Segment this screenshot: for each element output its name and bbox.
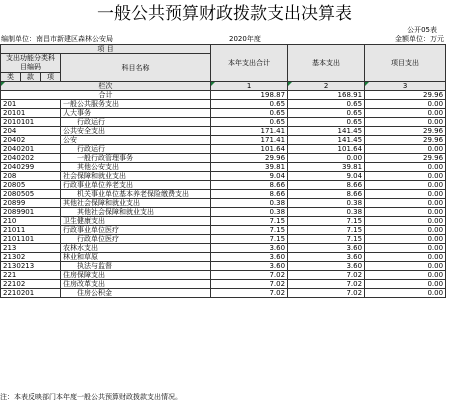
cell-name: 其他社会保障和就业支出 (61, 208, 211, 217)
cell-project: 0.00 (365, 190, 446, 199)
table-row (1, 154, 446, 163)
cell-basic: 7.15 (288, 235, 365, 244)
cell-project: 0.00 (365, 163, 446, 172)
cell-project: 0.00 (365, 181, 446, 190)
cell-basic: 7.15 (288, 226, 365, 235)
cell-basic: 0.38 (288, 199, 365, 208)
total-sum: 198.87 (211, 91, 288, 100)
cell-total: 171.41 (211, 127, 288, 136)
cell-name: 住房改革支出 (61, 280, 211, 289)
cell-code: 2210201 (1, 289, 61, 298)
cell-basic: 7.02 (288, 280, 365, 289)
header-item: 项 目 (1, 45, 211, 54)
table-row (1, 172, 446, 181)
cell-name: 机关事业单位基本养老保险缴费支出 (61, 190, 211, 199)
cell-name: 行政事业单位医疗 (61, 226, 211, 235)
header-row-index-label: 栏次 (1, 82, 211, 91)
cell-name: 公安 (61, 136, 211, 145)
cell-total: 29.96 (211, 154, 288, 163)
cell-name: 住房保障支出 (61, 271, 211, 280)
cell-code: 204 (1, 127, 61, 136)
header-entry: 项 (41, 73, 61, 82)
cell-code: 21302 (1, 253, 61, 262)
table-row (1, 181, 446, 190)
cell-basic: 39.81 (288, 163, 365, 172)
total-basic: 168.91 (288, 91, 365, 100)
table-row (1, 226, 446, 235)
table-row (1, 262, 446, 271)
compiling-unit: 编制单位：南昌市新建区森林公安局 (1, 35, 113, 43)
cell-project: 0.00 (365, 289, 446, 298)
cell-project: 0.00 (365, 199, 446, 208)
cell-basic: 7.02 (288, 289, 365, 298)
cell-name: 农林水支出 (61, 244, 211, 253)
cell-code: 2089901 (1, 208, 61, 217)
table-row (1, 289, 446, 298)
cell-basic: 3.60 (288, 253, 365, 262)
cell-name: 行政单位医疗 (61, 235, 211, 244)
cell-name: 公共安全支出 (61, 127, 211, 136)
cell-basic: 7.02 (288, 271, 365, 280)
cell-name: 社会保障和就业支出 (61, 172, 211, 181)
header-row-index (1, 82, 446, 91)
amount-unit: 金额单位：万元 (395, 35, 444, 43)
cell-total: 0.65 (211, 100, 288, 109)
cell-project: 29.96 (365, 127, 446, 136)
cell-total: 171.41 (211, 136, 288, 145)
form-number: 公开05表 (407, 26, 437, 34)
cell-project: 0.00 (365, 208, 446, 217)
header-kind: 类 (1, 73, 21, 82)
cell-project: 0.00 (365, 244, 446, 253)
table-note: 注：本表反映部门本年度一般公共预算财政拨款支出情况。 (0, 393, 182, 401)
cell-total: 7.02 (211, 280, 288, 289)
table-row (1, 136, 446, 145)
cell-code: 20101 (1, 109, 61, 118)
total-project: 29.96 (365, 91, 446, 100)
cell-total: 3.60 (211, 253, 288, 262)
table-row (1, 127, 446, 136)
cell-total: 8.66 (211, 181, 288, 190)
cell-code: 208 (1, 172, 61, 181)
cell-code: 2080505 (1, 190, 61, 199)
cell-code: 2130213 (1, 262, 61, 271)
cell-project: 0.00 (365, 109, 446, 118)
cell-name: 卫生健康支出 (61, 217, 211, 226)
cell-name: 住房公积金 (61, 289, 211, 298)
table-row (1, 208, 446, 217)
table-row (1, 163, 446, 172)
cell-basic: 0.65 (288, 100, 365, 109)
cell-total: 9.04 (211, 172, 288, 181)
cell-code: 2010101 (1, 118, 61, 127)
cell-code: 22102 (1, 280, 61, 289)
cell-project: 29.96 (365, 136, 446, 145)
header-code: 支出功能分类科目编码 (1, 54, 61, 73)
cell-total: 3.60 (211, 262, 288, 271)
cell-project: 0.00 (365, 262, 446, 271)
cell-basic: 141.45 (288, 127, 365, 136)
header-section: 款 (21, 73, 41, 82)
table-row (1, 100, 446, 109)
cell-project: 29.96 (365, 154, 446, 163)
header-name: 科目名称 (61, 54, 211, 82)
header-index-1: 1 (211, 82, 288, 91)
report-title: 一般公共预算财政拨款支出决算表 (97, 4, 352, 24)
cell-basic: 0.00 (288, 154, 365, 163)
table-row (1, 145, 446, 154)
table-row (1, 217, 446, 226)
cell-total: 3.60 (211, 244, 288, 253)
cell-basic: 3.60 (288, 262, 365, 271)
cell-project: 0.00 (365, 100, 446, 109)
cell-project: 0.00 (365, 226, 446, 235)
table-row (1, 253, 446, 262)
cell-code: 2040201 (1, 145, 61, 154)
table-row (1, 190, 446, 199)
cell-code: 2040299 (1, 163, 61, 172)
table-row (1, 118, 446, 127)
cell-name: 行政运行 (61, 118, 211, 127)
cell-total: 7.02 (211, 289, 288, 298)
cell-name: 执法与监督 (61, 262, 211, 271)
cell-name: 其他公安支出 (61, 163, 211, 172)
report-year: 2020年度 (229, 35, 261, 43)
cell-project: 0.00 (365, 118, 446, 127)
total-row (1, 91, 446, 100)
header-col-project: 项目支出 (365, 45, 446, 82)
cell-code: 213 (1, 244, 61, 253)
cell-basic: 0.65 (288, 118, 365, 127)
header-row-1 (1, 45, 446, 54)
cell-name: 其他社会保障和就业支出 (61, 199, 211, 208)
table-row (1, 271, 446, 280)
cell-name: 行政运行 (61, 145, 211, 154)
cell-total: 0.38 (211, 208, 288, 217)
cell-total: 8.66 (211, 190, 288, 199)
table-row (1, 280, 446, 289)
cell-total: 7.15 (211, 217, 288, 226)
cell-project: 0.00 (365, 172, 446, 181)
cell-project: 0.00 (365, 253, 446, 262)
cell-total: 7.15 (211, 226, 288, 235)
cell-code: 20402 (1, 136, 61, 145)
cell-total: 0.65 (211, 109, 288, 118)
cell-name: 人大事务 (61, 109, 211, 118)
cell-basic: 0.65 (288, 109, 365, 118)
cell-name: 林业和草原 (61, 253, 211, 262)
cell-project: 0.00 (365, 271, 446, 280)
cell-total: 101.64 (211, 145, 288, 154)
cell-basic: 8.66 (288, 181, 365, 190)
cell-name: 行政事业单位养老支出 (61, 181, 211, 190)
cell-code: 201 (1, 100, 61, 109)
cell-code: 20899 (1, 199, 61, 208)
cell-project: 0.00 (365, 145, 446, 154)
cell-total: 7.02 (211, 271, 288, 280)
header-index-3: 3 (365, 82, 446, 91)
cell-code: 2101101 (1, 235, 61, 244)
table-row (1, 199, 446, 208)
cell-total: 0.38 (211, 199, 288, 208)
cell-basic: 141.45 (288, 136, 365, 145)
cell-project: 0.00 (365, 235, 446, 244)
table-row (1, 244, 446, 253)
cell-basic: 101.64 (288, 145, 365, 154)
cell-code: 210 (1, 217, 61, 226)
cell-basic: 8.66 (288, 190, 365, 199)
cell-code: 20805 (1, 181, 61, 190)
cell-basic: 7.15 (288, 217, 365, 226)
table-row (1, 109, 446, 118)
cell-code: 21011 (1, 226, 61, 235)
header-index-2: 2 (288, 82, 365, 91)
header-col-total: 本年支出合计 (211, 45, 288, 82)
cell-basic: 3.60 (288, 244, 365, 253)
cell-basic: 0.38 (288, 208, 365, 217)
total-label: 合计 (1, 91, 211, 100)
header-col-basic: 基本支出 (288, 45, 365, 82)
cell-total: 7.15 (211, 235, 288, 244)
expenditure-table (0, 44, 446, 298)
table-row (1, 235, 446, 244)
cell-name: 一般行政管理事务 (61, 154, 211, 163)
cell-total: 0.65 (211, 118, 288, 127)
cell-code: 221 (1, 271, 61, 280)
cell-name: 一般公共服务支出 (61, 100, 211, 109)
cell-basic: 9.04 (288, 172, 365, 181)
cell-project: 0.00 (365, 280, 446, 289)
cell-code: 2040202 (1, 154, 61, 163)
cell-total: 39.81 (211, 163, 288, 172)
cell-project: 0.00 (365, 217, 446, 226)
